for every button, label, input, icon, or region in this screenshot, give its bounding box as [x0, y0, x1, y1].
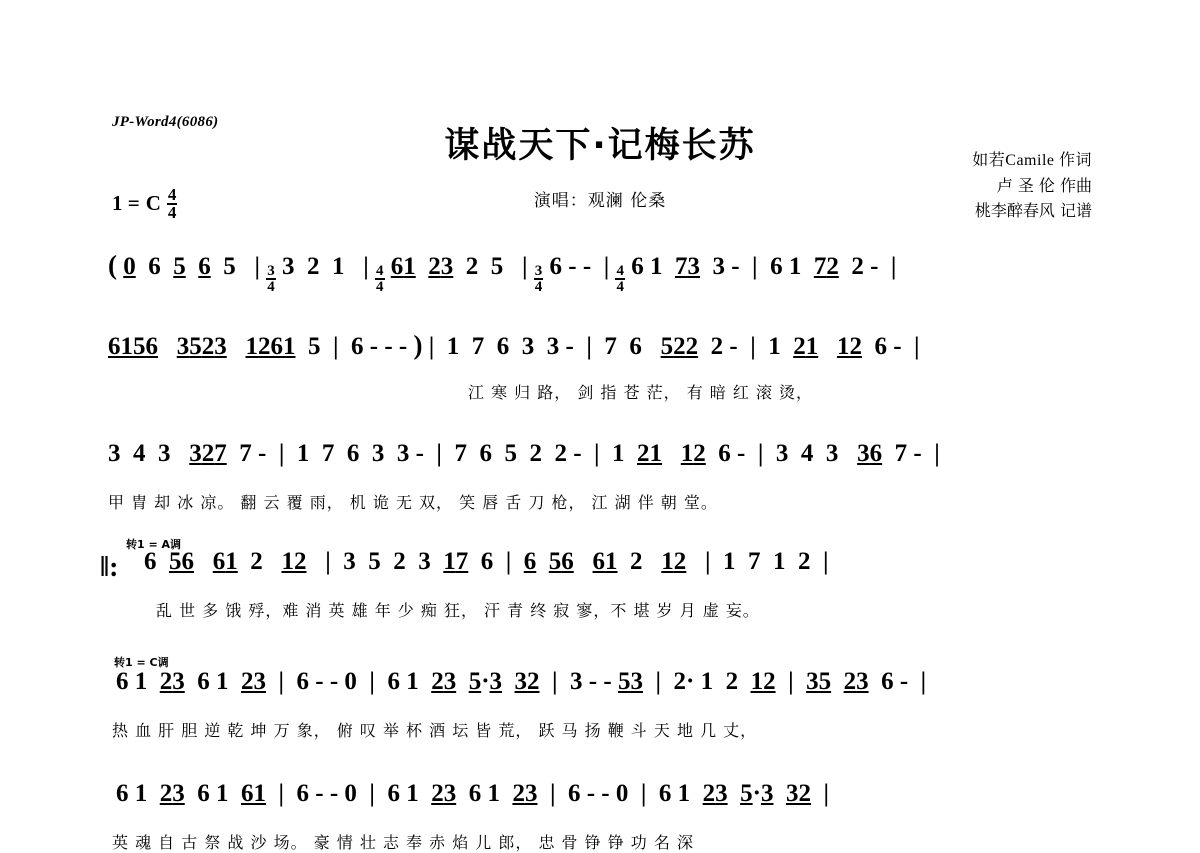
notation-line-5: 6 1 23 6 1 23 | 6 - - 0 | 6 1 23 5·3 32 | 3 - - 53 | 2· 1 2 12 | 35 23 6 - | — [116, 668, 927, 695]
staff-system-5 — [108, 656, 1092, 741]
page-title: 谋战天下·记梅长苏 — [444, 126, 756, 166]
lyrics-line-5: 热 血 肝 胆 逆 乾 坤 万 象， 俯 叹 举 杯 酒 坛 皆 荒， 跃 马 扬 鞭 斗 天 地 几 丈， — [112, 721, 758, 740]
credit-transcriber: 桃李醉春风 记谱 — [974, 201, 1092, 220]
time-signature-denominator: 4 — [167, 203, 177, 223]
lyrics-line-3: 甲 胄 却 冰 凉。 翻 云 覆 雨， 机 诡 无 双， 笑 唇 舌 刀 枪， 江 湖 伴 朝 堂。 — [108, 493, 718, 512]
lyrics-line-2: 江 寒 归 路， 剑 指 苍 茫， 有 暗 红 滚 烫， — [468, 383, 814, 402]
notation-line-4: 6 56 61 2 12 | 3 5 2 3 17 6 | 6 56 61 2 12 | 1 7 1 2 | — [144, 548, 829, 575]
modulation-mark-c: 转1 = C调 — [114, 656, 169, 669]
staff-system-3 — [108, 440, 1092, 513]
credit-lyricist: 如若Camile 作词 — [972, 152, 1092, 169]
notation-line-3: 3 4 3 327 7 - | 1 7 6 3 3 - | 7 6 5 2 2 - | 1 21 12 6 - | 3 4 3 36 7 - | — [108, 440, 940, 467]
lyrics-line-4: 乱 世 多 饿 殍，难 消 英 雄 年 少 痴 狂， 汗 青 终 寂 寥，不 堪 岁 月 虚 妄。 — [156, 601, 760, 620]
credit-composer: 卢 圣 伦 作曲 — [996, 176, 1092, 195]
repeat-start-sign: ‖: — [100, 552, 119, 583]
key-letter: C — [145, 190, 161, 215]
notation-line-2: 6156 3523 1261 5 | 6 - - - ) | 1 7 6 3 3 - | 7 6 522 2 - | 1 21 12 6 - | — [108, 330, 920, 360]
credits-block — [972, 148, 1092, 223]
staff-system-1 — [108, 250, 1092, 296]
staff-system-6 — [108, 780, 1092, 853]
modulation-mark-a: 转1 = A调 — [126, 538, 182, 551]
notation-line-1: ( 0 6 5 6 5 | $\frac{3}{4}$ 3 2 1 | $\frac{4}{4}$ 61 23 2 5 | $\frac{3}{4}$ 6 - - | $\frac{4}{4}$ 6 1 73 3 - | 6 1 72 2 - | — [108, 250, 897, 296]
notation-line-6: 6 1 23 6 1 61 | 6 - - 0 | 6 1 23 6 1 23 | 6 - - 0 | 6 1 23 5·3 32 | — [116, 780, 829, 807]
key-prefix: 1 = — [112, 190, 140, 215]
time-signature-numerator: 4 — [167, 185, 177, 204]
key-signature — [112, 185, 177, 223]
staff-system-4 — [100, 538, 1092, 621]
lyrics-line-6: 英 魂 自 古 祭 战 沙 场。 豪 情 壮 志 奉 赤 焰 儿 郎， 忠 骨 铮 铮 功 名 深 — [112, 833, 694, 852]
time-signature — [167, 187, 178, 221]
score-code-tag: JP-Word4(6086) — [112, 114, 219, 130]
staff-system-2 — [108, 330, 1092, 403]
singer-line: 演唱：观澜 伦桑 — [533, 191, 667, 211]
